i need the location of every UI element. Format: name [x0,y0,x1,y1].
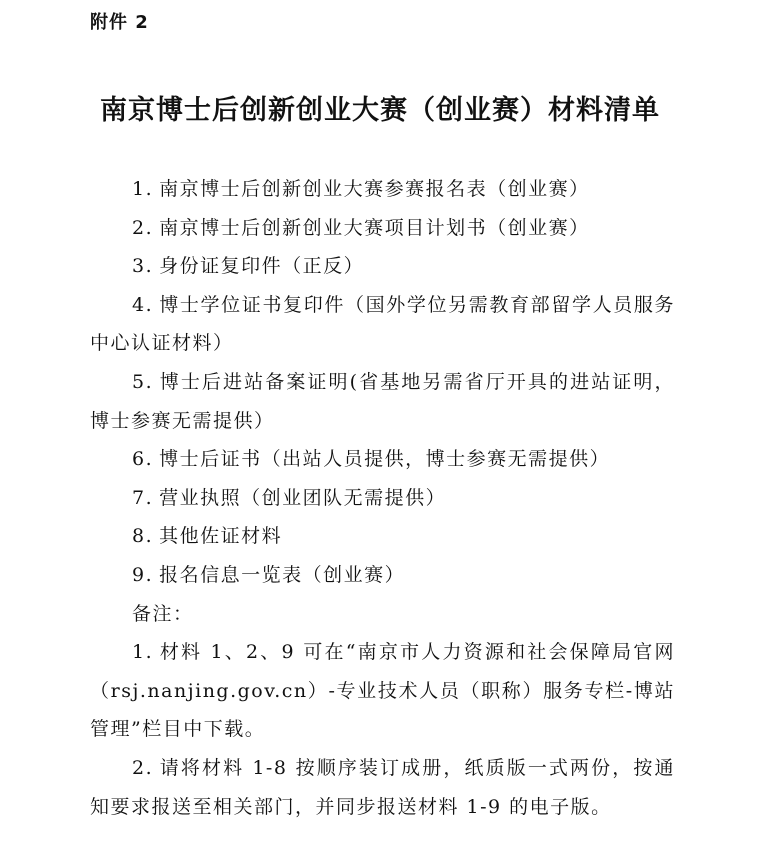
item-text: 博士后进站备案证明(省基地另需省厅开具的进站证明，博士参赛无需提供） [90,370,675,432]
attachment-label: 附件 2 [90,12,149,33]
item-text: 南京博士后创新创业大赛项目计划书（创业赛） [159,216,590,239]
list-item [90,440,675,479]
list-item [90,247,675,286]
list-item [90,209,675,248]
item-text: 身份证复印件（正反） [159,255,365,278]
list-item [90,517,675,556]
note-number: 2. [132,756,154,779]
item-number: 5. [132,370,154,393]
note-text: 请将材料 1-8 按顺序装订成册，纸质版一式两份，按通知要求报送至相关部门，并同步报送材料 1-9 的电子版。 [90,756,675,818]
item-text: 南京博士后创新创业大赛参赛报名表（创业赛） [159,178,590,200]
material-list [90,170,675,826]
item-text: 营业执照（创业团队无需提供） [159,486,447,509]
notes-label: 备注： [132,602,194,625]
item-text: 报名信息一览表（创业赛） [159,563,406,586]
item-number: 3. [132,255,154,278]
item-number: 9. [132,563,154,586]
item-number: 7. [132,486,154,509]
item-text: 其他佐证材料 [159,525,283,548]
list-item [90,363,675,440]
list-item [90,556,675,595]
item-number: 8. [132,525,154,548]
item-text: 博士后证书（出站人员提供，博士参赛无需提供） [159,448,611,471]
note-number: 1. [132,641,154,664]
list-item [90,170,675,209]
document-title: 南京博士后创新创业大赛（创业赛）材料清单 [100,95,660,126]
item-text: 博士学位证书复印件（国外学位另需教育部留学人员服务中心认证材料） [90,293,675,355]
note-text: 材料 1、2、9 可在“南京市人力资源和社会保障局官网（rsj.nanjing.gov.cn）-专业技术人员（职称）服务专栏-博站管理”栏目中下载。 [90,641,675,741]
list-item [90,286,675,363]
item-number: 1. [132,178,154,200]
note-item [90,633,675,749]
note-item [90,749,675,826]
item-number: 6. [132,448,154,471]
item-number: 4. [132,293,154,316]
item-number: 2. [132,216,154,239]
list-item [90,479,675,518]
